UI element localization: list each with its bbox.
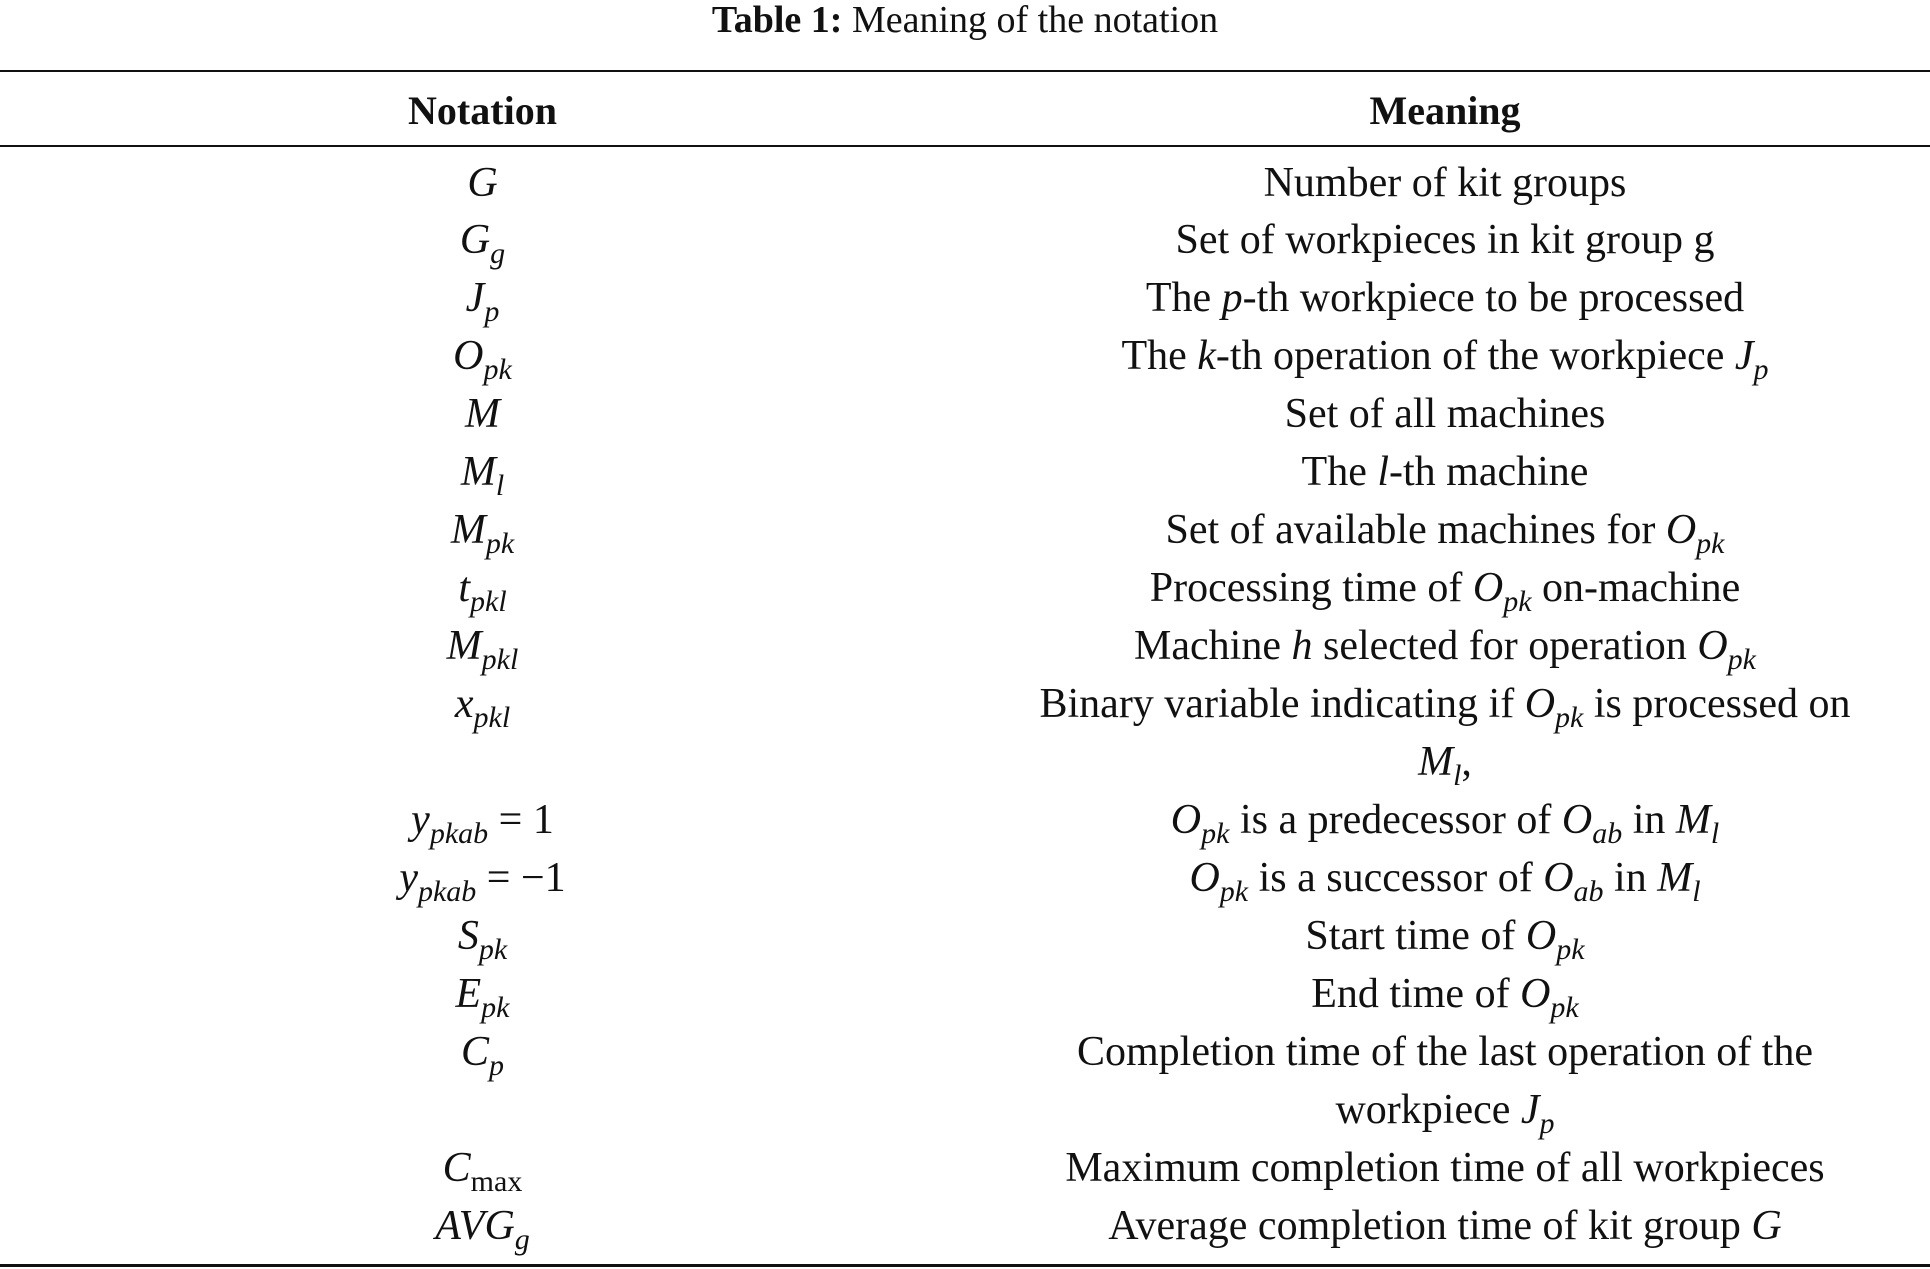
meaning-cell: Processing time of $O_{pk}$ on-machine: [1149, 565, 1741, 618]
notation-cell: $x_{pkl}$: [454, 681, 511, 734]
caption-text: Meaning of the notation: [851, 0, 1219, 41]
meaning-cell: Number of kit groups: [1263, 160, 1627, 206]
notation-cell: M: [465, 391, 500, 437]
notation-cell: $y_{pkab} = 1$: [411, 797, 554, 850]
notation-cell: $AVG_g$: [435, 1203, 530, 1256]
meaning-cell: Set of workpieces in kit group g: [1175, 217, 1715, 263]
meaning-cell: The p-th workpiece to be processed: [1145, 275, 1745, 321]
notation-cell: $t_{pkl}$: [458, 565, 507, 618]
bottom-rule: [0, 1264, 1930, 1267]
caption-label: Table 1:: [711, 0, 843, 41]
notation-cell: $M_{pk}$: [450, 507, 515, 560]
top-rule: [0, 70, 1930, 72]
meaning-cell: Binary variable indicating if $O_{pk}$ is processed on $M_l$,: [1039, 681, 1851, 792]
notation-cell: $C_{max}$: [442, 1145, 523, 1198]
meaning-cell: Machine h selected for operation $O_{pk}$: [1134, 623, 1756, 676]
notation-cell: $S_{pk}$: [457, 913, 508, 966]
meaning-cell: Completion time of the last operation of the workpiece $J_p$: [1076, 1029, 1813, 1140]
notation-cell: $J_p$: [465, 275, 500, 328]
meaning-cell: Average completion time of kit group G: [1108, 1203, 1782, 1249]
meaning-cell: Set of available machines for $O_{pk}$: [1165, 507, 1725, 560]
meaning-cell: The k-th operation of the workpiece $J_p$: [1121, 333, 1769, 386]
meaning-cell: $O_{pk}$ is a predecessor of $O_{ab}$ in $M_l$: [1170, 797, 1720, 850]
meaning-cell: $O_{pk}$ is a successor of $O_{ab}$ in $M_l$: [1189, 855, 1701, 908]
notation-column-header: Notation: [408, 88, 557, 133]
notation-cell: $M_l$: [460, 449, 505, 502]
meaning-cell: End time of $O_{pk}$: [1311, 971, 1579, 1024]
table-caption: [0, 0, 1930, 40]
notation-cell: G: [467, 160, 498, 206]
meaning-cell: The l-th machine: [1301, 449, 1589, 495]
notation-cell: $E_{pk}$: [455, 971, 510, 1024]
header-rule: [0, 145, 1930, 147]
meaning-cell: Start time of $O_{pk}$: [1305, 913, 1585, 966]
meaning-cell: Maximum completion time of all workpieces: [1065, 1145, 1825, 1191]
notation-cell: $C_p$: [460, 1029, 504, 1082]
notation-cell: $G_g$: [459, 217, 506, 270]
meaning-column-header: Meaning: [1369, 88, 1521, 133]
notation-cell: $M_{pkl}$: [446, 623, 519, 676]
meaning-cell: Set of all machines: [1284, 391, 1606, 437]
notation-cell: $O_{pk}$: [453, 333, 512, 386]
notation-cell: $y_{pkab} = -1$: [399, 855, 566, 908]
